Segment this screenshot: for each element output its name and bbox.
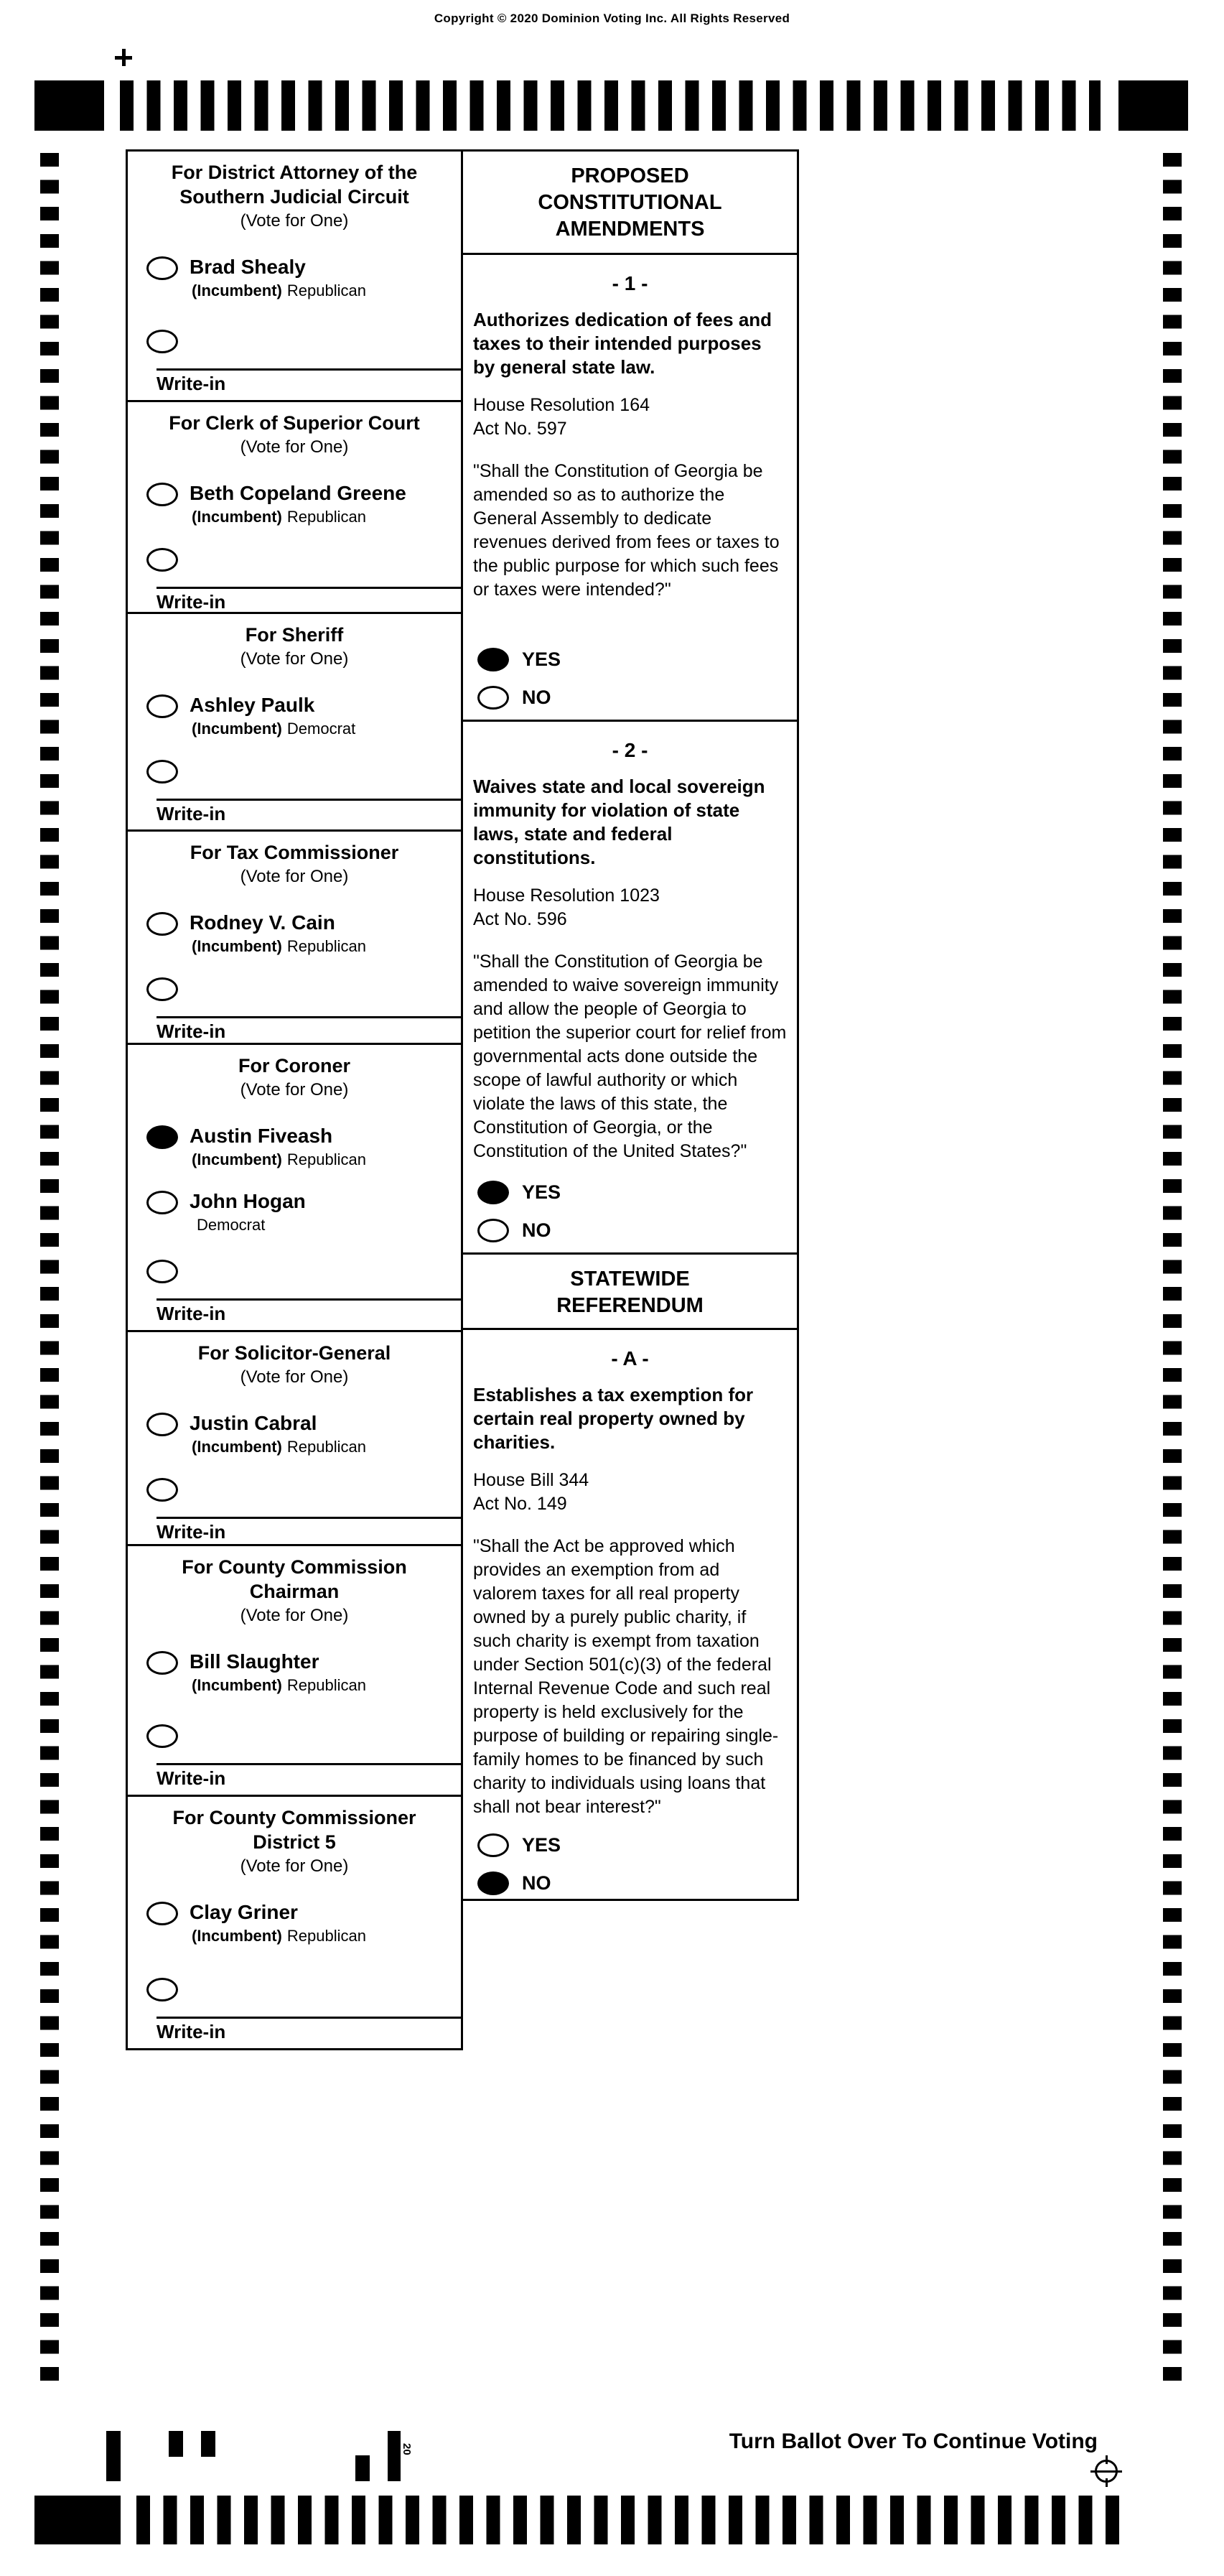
left-timing-marks (40, 153, 59, 2394)
contest-sheriff (126, 612, 463, 832)
candidate-name: Beth Copeland Greene (190, 482, 406, 504)
candidate-row (128, 912, 461, 956)
write-in-oval[interactable] (146, 330, 178, 353)
candidate-row (128, 483, 461, 526)
yes-label: YES (522, 648, 561, 670)
yes-option (477, 1181, 797, 1204)
contest-district-attorney (126, 149, 463, 402)
write-in-section (128, 1260, 461, 1330)
vote-for-instruction: (Vote for One) (240, 211, 349, 231)
measure-authority: House Bill 344 Act No. 149 (473, 1470, 589, 1514)
no-option (477, 686, 797, 710)
ballot-oval[interactable] (146, 1413, 178, 1436)
candidate-row (128, 256, 461, 300)
incumbent-label: (Incumbent) (192, 937, 282, 955)
incumbent-label: (Incumbent) (192, 1438, 282, 1456)
contest-county-commission-chairman (126, 1544, 463, 1797)
no-oval[interactable] (477, 686, 509, 710)
referendum-header: STATEWIDE REFERENDUM (461, 1252, 799, 1330)
candidate-list (128, 1651, 461, 1716)
write-in-line[interactable] (156, 799, 461, 801)
candidate-list (128, 256, 461, 322)
candidate-list (128, 1902, 461, 1967)
right-timing-marks (1163, 153, 1182, 2394)
yes-no-options (463, 1819, 797, 1905)
candidate-name: Ashley Paulk (190, 694, 315, 716)
ballot-oval[interactable] (146, 694, 178, 718)
write-in-label: Write-in (156, 1521, 226, 1543)
timing-bars (120, 80, 1101, 131)
ballot-oval[interactable] (146, 1191, 178, 1214)
contests-column (126, 149, 463, 2050)
timing-block (34, 2496, 121, 2544)
timing-bars (136, 2496, 1123, 2544)
candidate-name: Brad Shealy (190, 256, 306, 278)
yes-option (477, 1833, 797, 1857)
write-in-section (128, 548, 461, 618)
measure-question: "Shall the Constitution of Georgia be amended to waive sovereign immunity and allow the people of Georgia to petition the superior court for relief from governmental acts done outside the scope of lawful authority or which violate the laws of this state, the Constitution of Georgia, or the Constitution of the United States?" (473, 952, 787, 1161)
turn-ballot-over-text: Turn Ballot Over To Continue Voting (729, 2429, 1098, 2453)
contest-title: For County Commissioner District 5 (172, 1807, 416, 1853)
ballot-oval[interactable] (146, 1902, 178, 1925)
yes-oval[interactable] (477, 1833, 509, 1857)
candidate-name: Rodney V. Cain (190, 911, 335, 934)
write-in-line[interactable] (156, 1016, 461, 1018)
no-oval[interactable] (477, 1219, 509, 1242)
write-in-label: Write-in (156, 803, 226, 824)
candidate-name: John Hogan (190, 1190, 306, 1212)
write-in-label: Write-in (156, 1020, 226, 1042)
vote-for-instruction: (Vote for One) (240, 1856, 349, 1876)
write-in-oval[interactable] (146, 977, 178, 1001)
copyright-line: Copyright © 2020 Dominion Voting Inc. All Rights Reserved (434, 11, 790, 25)
timing-block (1118, 80, 1188, 131)
stub-barcode-bar (388, 2431, 401, 2481)
candidate-row (128, 1125, 461, 1169)
measure-referendum-a (461, 1328, 799, 1901)
write-in-label: Write-in (156, 2021, 226, 2042)
write-in-line[interactable] (156, 368, 461, 371)
incumbent-label: (Incumbent) (192, 282, 282, 299)
yes-label: YES (522, 1834, 561, 1856)
write-in-section (128, 977, 461, 1048)
party-label: Republican (286, 1438, 366, 1456)
no-label: NO (522, 687, 551, 708)
party-label: Republican (286, 508, 366, 526)
no-oval[interactable] (477, 1871, 509, 1895)
candidate-party (190, 508, 406, 526)
write-in-line[interactable] (156, 1517, 461, 1519)
write-in-label: Write-in (156, 373, 226, 394)
stub-barcode-bar (106, 2431, 121, 2481)
write-in-section (128, 1978, 461, 2048)
write-in-line[interactable] (156, 587, 461, 589)
write-in-label: Write-in (156, 1303, 226, 1324)
ballot-oval[interactable] (146, 483, 178, 506)
contest-title: For Tax Commissioner (190, 842, 399, 863)
write-in-oval[interactable] (146, 1724, 178, 1748)
contest-solicitor-general (126, 1330, 463, 1546)
write-in-oval[interactable] (146, 1478, 178, 1502)
candidate-name: Clay Griner (190, 1901, 298, 1923)
measure-number: - 2 - (612, 739, 648, 761)
candidate-list (128, 912, 461, 977)
measure-question: "Shall the Act be approved which provides an exemption from ad valorem taxes for all real property owned by a purely public charity, if such charity is exempt from taxation under Section 501(c)(3) of the federal Internal Revenue Code and such real property is held exclusively for the purpose of building or repairing single-family homes to be financed by such charity to individuals using loans that shall not bear interest?" (473, 1536, 779, 1817)
candidate-party (190, 720, 355, 738)
candidate-party (190, 282, 366, 300)
stub-barcode-bar (201, 2431, 215, 2457)
no-label: NO (522, 1219, 551, 1241)
timing-block (34, 80, 104, 131)
incumbent-label: (Incumbent) (192, 720, 282, 738)
vote-for-instruction: (Vote for One) (240, 1080, 349, 1099)
amendments-header: PROPOSED CONSTITUTIONAL AMENDMENTS (461, 149, 799, 255)
yes-no-options (463, 1166, 797, 1252)
incumbent-label: (Incumbent) (192, 1676, 282, 1694)
write-in-label: Write-in (156, 1767, 226, 1789)
candidate-list (128, 1125, 461, 1256)
yes-oval[interactable] (477, 1181, 509, 1204)
candidate-row (128, 694, 461, 738)
yes-oval[interactable] (477, 648, 509, 671)
yes-no-options (463, 633, 797, 720)
measures-column (461, 149, 799, 1901)
no-option (477, 1219, 797, 1242)
party-label: Republican (286, 1676, 366, 1694)
incumbent-label: (Incumbent) (192, 1150, 282, 1168)
contest-title: For Solicitor-General (197, 1342, 391, 1364)
yes-label: YES (522, 1181, 561, 1203)
measure-number: - 1 - (612, 272, 648, 294)
write-in-line[interactable] (156, 1298, 461, 1301)
write-in-oval[interactable] (146, 1978, 178, 2001)
yes-option (477, 648, 797, 671)
ballot-oval[interactable] (146, 1651, 178, 1675)
contest-title: For Coroner (238, 1055, 350, 1077)
measure-authority: House Resolution 1023 Act No. 596 (473, 885, 660, 929)
candidate-party (190, 937, 366, 956)
candidate-name: Bill Slaughter (190, 1650, 319, 1673)
contest-title: For Sheriff (245, 624, 344, 646)
candidate-row (128, 1902, 461, 1945)
vote-for-instruction: (Vote for One) (240, 867, 349, 886)
measure-authority: House Resolution 164 Act No. 597 (473, 395, 650, 439)
stub-barcode-bar (169, 2431, 183, 2457)
candidate-row (128, 1413, 461, 1456)
vote-for-instruction: (Vote for One) (240, 1606, 349, 1625)
ballot-oval[interactable] (146, 256, 178, 280)
party-label: Republican (286, 937, 366, 955)
registration-plus-icon (115, 49, 132, 66)
ballot-oval[interactable] (146, 1125, 178, 1149)
write-in-section (128, 1724, 461, 1795)
stub-barcode-bar (355, 2455, 370, 2481)
registration-crosshair-icon (1090, 2455, 1122, 2487)
ballot-oval[interactable] (146, 912, 178, 936)
measure-summary: Authorizes dedication of fees and taxes to their intended purposes by general state law. (473, 309, 772, 378)
candidate-party (190, 1438, 366, 1456)
party-label: Republican (286, 1150, 366, 1168)
party-label: Democrat (197, 1216, 266, 1234)
measure-number: - A - (611, 1347, 649, 1370)
contest-tax-commissioner (126, 829, 463, 1045)
no-label: NO (522, 1872, 551, 1894)
incumbent-label: (Incumbent) (192, 508, 282, 526)
candidate-list (128, 694, 461, 760)
write-in-oval[interactable] (146, 1260, 178, 1283)
write-in-label: Write-in (156, 591, 226, 613)
measure-amendment-2 (461, 720, 799, 1255)
no-option (477, 1871, 797, 1895)
measure-amendment-1 (461, 253, 799, 722)
candidate-party (190, 1216, 306, 1234)
party-label: Democrat (286, 720, 356, 738)
candidate-name: Austin Fiveash (190, 1125, 333, 1147)
write-in-oval[interactable] (146, 548, 178, 572)
contest-title: For District Attorney of the Southern Judicial Circuit (171, 162, 418, 208)
stub-number: 20 (401, 2443, 413, 2455)
candidate-party (190, 1150, 366, 1169)
candidate-list (128, 483, 461, 548)
write-in-line[interactable] (156, 2017, 461, 2019)
candidate-name: Justin Cabral (190, 1412, 317, 1434)
vote-for-instruction: (Vote for One) (240, 1367, 349, 1387)
top-timing-marks (34, 80, 1188, 131)
contest-title: For Clerk of Superior Court (169, 412, 420, 434)
party-label: Republican (286, 282, 366, 299)
incumbent-label: (Incumbent) (192, 1927, 282, 1945)
contest-clerk-superior-court (126, 400, 463, 614)
contest-coroner (126, 1043, 463, 1332)
vote-for-instruction: (Vote for One) (240, 649, 349, 669)
bottom-timing-marks (34, 2496, 1140, 2544)
write-in-section (128, 760, 461, 830)
candidate-party (190, 1676, 366, 1695)
measure-summary: Waives state and local sovereign immunity for violation of state laws, state and federal constitutions. (473, 776, 765, 868)
candidate-list (128, 1413, 461, 1478)
contest-title: For County Commission Chairman (182, 1556, 407, 1602)
write-in-section (128, 330, 461, 400)
vote-for-instruction: (Vote for One) (240, 437, 349, 457)
write-in-section (128, 1478, 461, 1548)
write-in-oval[interactable] (146, 760, 178, 784)
candidate-row (128, 1651, 461, 1695)
measure-question: "Shall the Constitution of Georgia be amended so as to authorize the General Assembly to dedicate revenues derived from fees or taxes to the public purpose for which such fees or taxes were intended?" (473, 461, 780, 600)
candidate-party (190, 1927, 366, 1945)
write-in-line[interactable] (156, 1763, 461, 1765)
party-label: Republican (286, 1927, 366, 1945)
measure-summary: Establishes a tax exemption for certain real property owned by charities. (473, 1384, 754, 1453)
candidate-row (128, 1191, 461, 1234)
contest-county-commissioner-district-5 (126, 1795, 463, 2050)
